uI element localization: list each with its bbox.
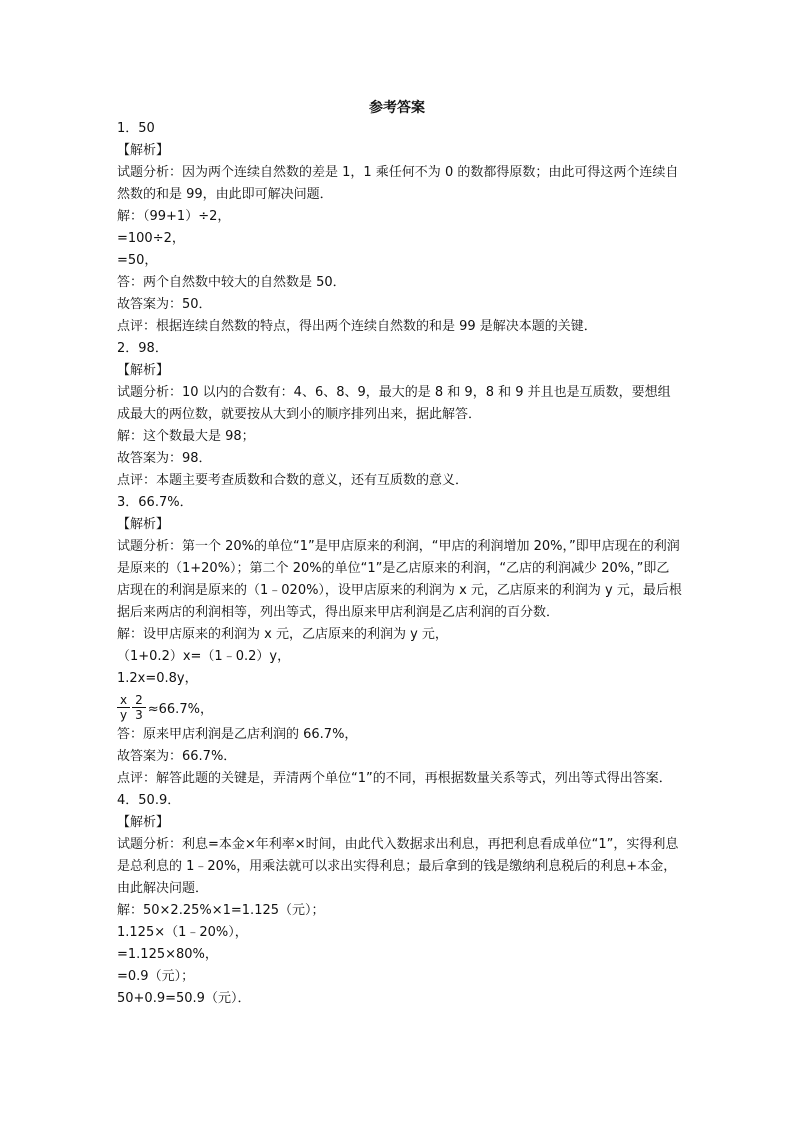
q2-final: 故答案为：98． (117, 451, 212, 466)
q4-step: 解：50×2.25%×1=1.125（元）； (117, 903, 325, 918)
fraction-numerator: 2 (132, 693, 146, 708)
q4-step: =0.9（元）； (117, 969, 195, 984)
q4-step: 50+0.9=50.9（元）． (117, 991, 251, 1006)
q3-analysis: 试题分析：第一个 20%的单位“1”是甲店原来的利润，“甲店的利润增加 20%，”即甲店现在的利润是原来的（1+20%）；第二个 20%的单位“1”是乙店原来的利润，“乙店的利润减少 20%，”即乙店现在的利润是原来的（1﹣020%），设甲店原来的利润为 x 元，乙店原来的利润为 y 元，最后根据后来两店的利润相等，列出等式，得出原来甲店利润是乙店利润的百分数． (117, 539, 682, 620)
fraction-numerator: x (117, 693, 130, 708)
fraction-two-over-three (132, 693, 146, 722)
q1-analysis: 试题分析：因为两个连续自然数的差是 1，1 乘任何不为 0 的数都得原数；由此可得这两个连续自然数的和是 99，由此即可解决问题． (117, 165, 679, 202)
q3-comment: 点评：解答此题的关键是，弄清两个单位“1”的不同，再根据数量关系等式，列出等式得出答案． (117, 771, 672, 786)
q4-analysis-header: 【解析】 (117, 815, 170, 830)
q4-analysis: 试题分析：利息=本金×年利率×时间，由此代入数据求出利息，再把利息看成单位“1”，实得利息是总利息的 1﹣20%，用乘法就可以求出实得利息；最后拿到的钱是缴纳利息税后的利息+本金，由此解决问题． (117, 837, 679, 896)
q3-fraction-equation (117, 690, 682, 724)
q2-analysis-header: 【解析】 (117, 363, 170, 378)
fraction-denominator: y (120, 707, 128, 722)
q3-number: 3．66.7%． (117, 495, 193, 510)
fraction-denominator: 3 (135, 707, 143, 722)
q1-step: 解：（99+1）÷2， (117, 209, 231, 224)
q1-number: 1．50 (117, 121, 155, 136)
q2-step: 解：这个数最大是 98； (117, 429, 255, 444)
q3-step: 解：设甲店原来的利润为 x 元，乙店原来的利润为 y 元， (117, 627, 448, 642)
q3-step: （1+0.2）x=（1﹣0.2）y， (117, 649, 291, 664)
q1-final: 故答案为：50． (117, 297, 212, 312)
fraction-x-over-y (117, 693, 130, 722)
q3-final: 故答案为：66.7%． (117, 749, 237, 764)
q1-analysis-header: 【解析】 (117, 143, 170, 158)
q4-step: 1.125×（1﹣20%）， (117, 925, 248, 940)
fraction-result: ≈66.7%， (147, 701, 213, 717)
q1-answer: 答：两个自然数中较大的自然数是 50． (117, 275, 346, 290)
q4-number: 4．50.9． (117, 793, 181, 808)
answers-body (117, 118, 682, 1010)
q3-step: 1.2x=0.8y， (117, 671, 198, 686)
q2-analysis: 试题分析：10 以内的合数有：4、6、8、9，最大的是 8 和 9，8 和 9 并且也是互质数，要想组成最大的两位数，就要按从大到小的顺序排列出来，据此解答． (117, 385, 671, 422)
q1-comment: 点评：根据连续自然数的特点，得出两个连续自然数的和是 99 是解决本题的关键． (117, 319, 597, 334)
q2-number: 2．98． (117, 341, 168, 356)
q4-step: =1.125×80%， (117, 947, 218, 962)
q3-answer: 答：原来甲店利润是乙店利润的 66.7%， (117, 727, 358, 742)
q3-analysis-header: 【解析】 (117, 517, 170, 532)
q2-comment: 点评：本题主要考查质数和合数的意义，还有互质数的意义． (117, 473, 469, 488)
q1-step: =50， (117, 253, 158, 268)
page-title: 参考答案 (369, 100, 425, 116)
q1-step: =100÷2， (117, 231, 185, 246)
